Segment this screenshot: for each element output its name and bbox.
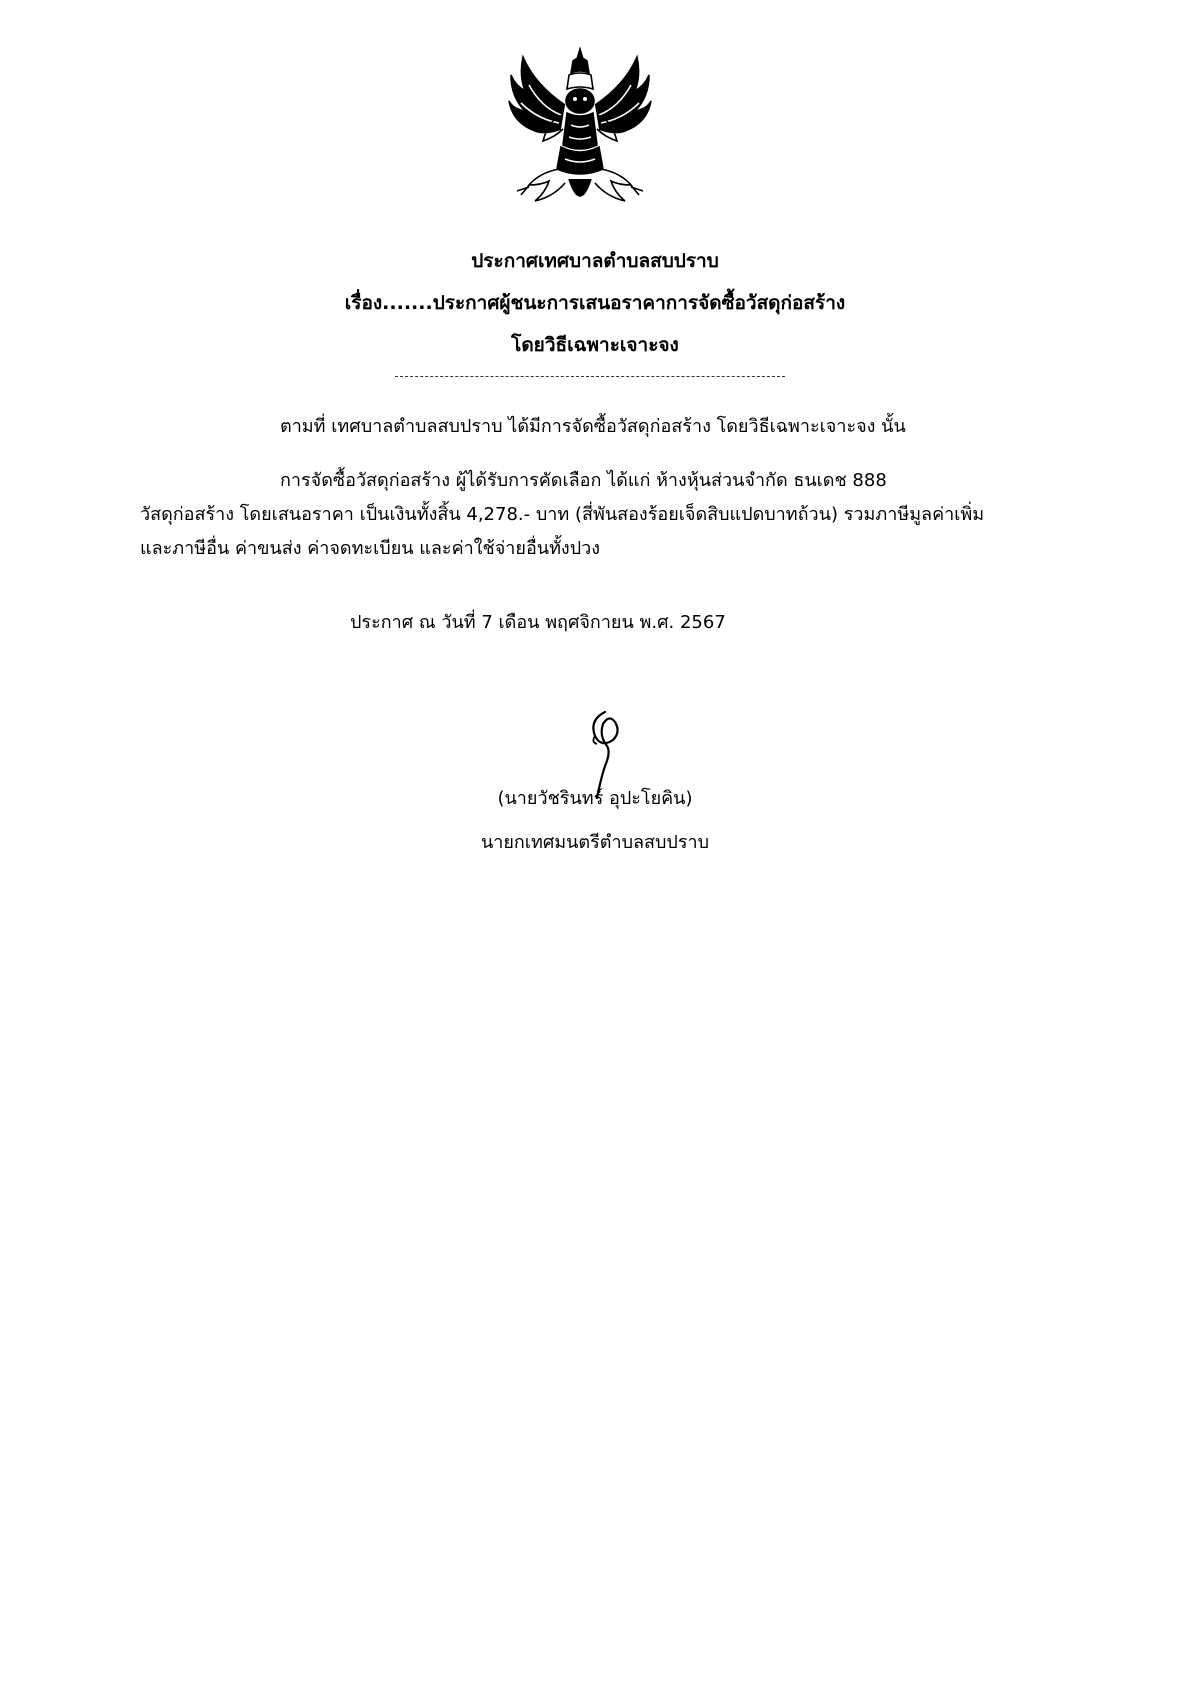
winner-paragraph-line: และภาษีอื่น ค่าขนส่ง ค่าจดทะเบียน และค่าใช้จ่ายอื่นทั้งปวง bbox=[140, 538, 601, 559]
winner-paragraph-line: การจัดซื้อวัสดุก่อสร้าง ผู้ได้รับการคัดเลือก ได้แก่ ห้างหุ้นส่วนจำกัด ธนเดช 888 bbox=[280, 470, 887, 491]
announcement-title: ประกาศเทศบาลตำบลสบปราบ bbox=[471, 250, 719, 272]
announcement-subject: เรื่อง.......ประกาศผู้ชนะการเสนอราคาการจัดซื้อวัสดุก่อสร้าง bbox=[344, 292, 846, 314]
winner-paragraph bbox=[140, 464, 1045, 566]
garuda-emblem-icon bbox=[505, 45, 655, 215]
intro-paragraph: ตามที่ เทศบาลตำบลสบปราบ ได้มีการจัดซื้อวัสดุก่อสร้าง โดยวิธีเฉพาะเจาะจง นั้น bbox=[280, 416, 906, 437]
procurement-method: โดยวิธีเฉพาะเจาะจง bbox=[511, 334, 679, 356]
separator-line bbox=[395, 376, 785, 377]
signatory-name: (นายวัชรินทร์ อุปะโยคิน) bbox=[497, 788, 693, 809]
winner-paragraph-line: วัสดุก่อสร้าง โดยเสนอราคา เป็นเงินทั้งสิ้น 4,278.- บาท (สี่พันสองร้อยเจ็ดสิบแปดบาทถ้วน) รวมภาษีมูลค่าเพิ่ม bbox=[140, 504, 985, 525]
signatory-position: นายกเทศมนตรีตำบลสบปราบ bbox=[480, 832, 710, 853]
announcement-date: ประกาศ ณ วันที่ 7 เดือน พฤศจิกายน พ.ศ. 2567 bbox=[350, 612, 726, 633]
